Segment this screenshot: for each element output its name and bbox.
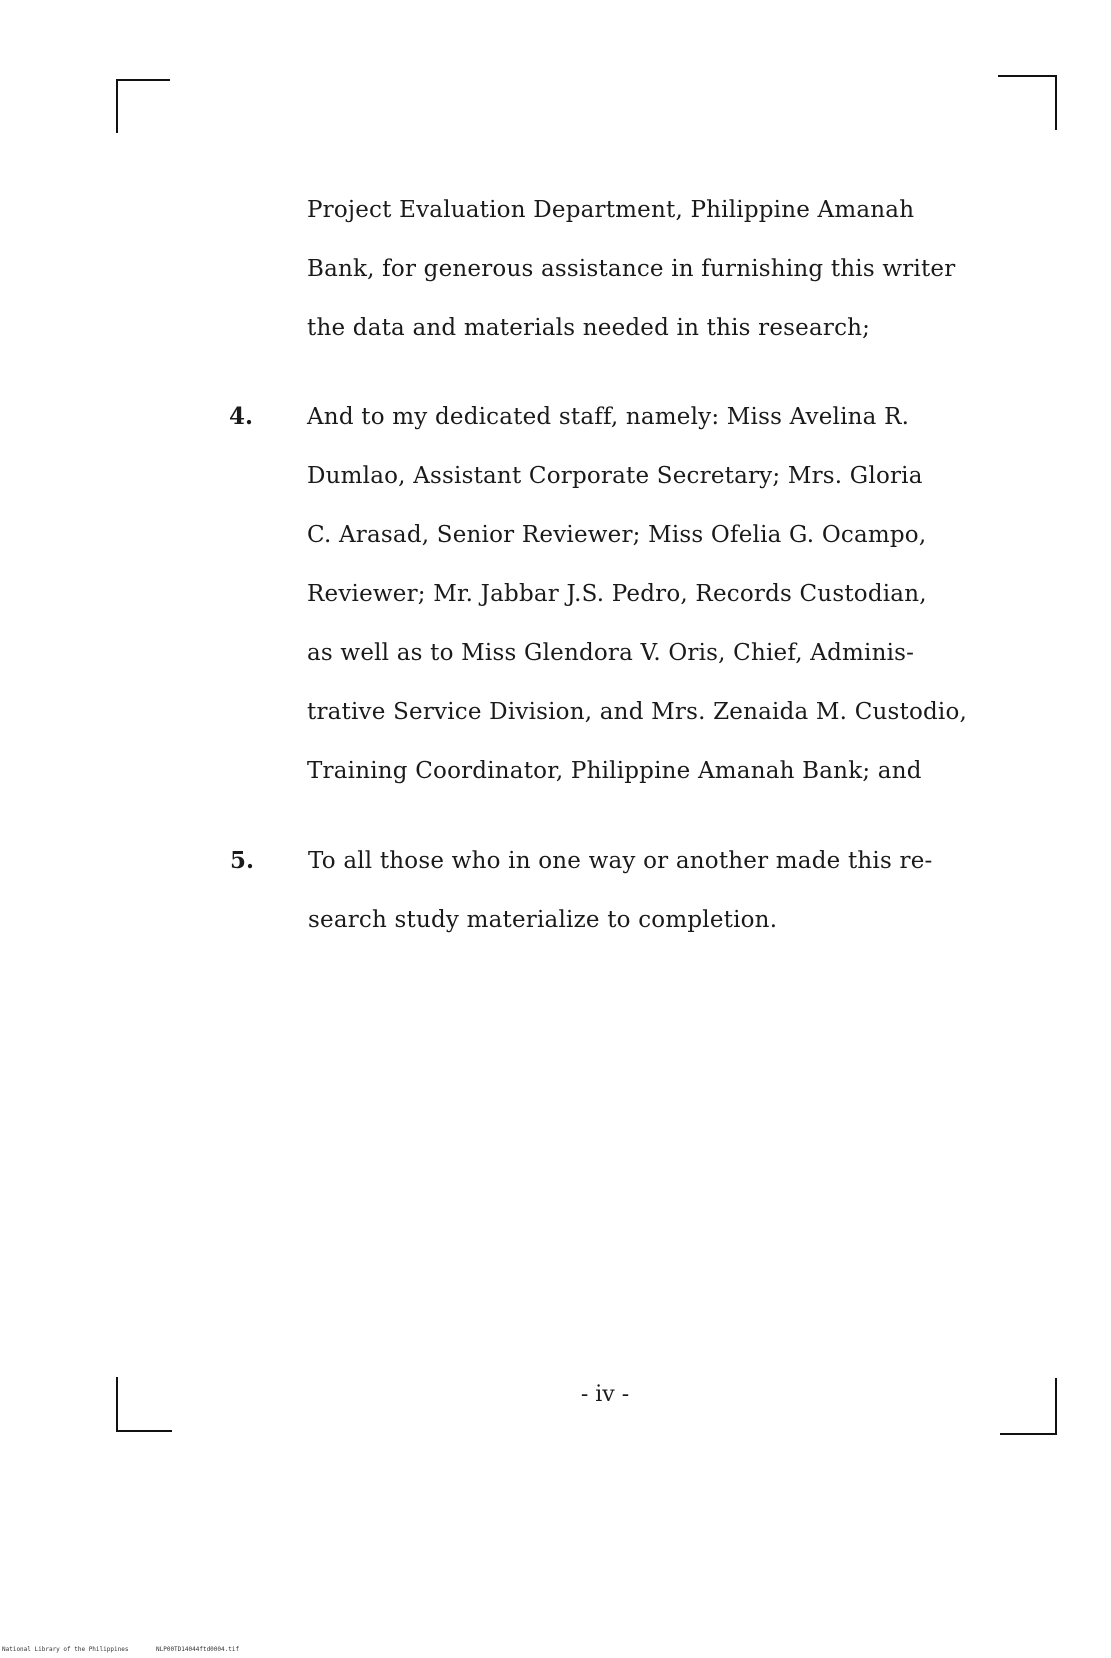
- item-line: search study materialize to completion.: [308, 907, 778, 933]
- continuation-line: Project Evaluation Department, Philippine Amanah: [307, 197, 915, 223]
- crop-mark-top-right: [998, 75, 1057, 130]
- item-line: as well as to Miss Glendora V. Oris, Chief, Adminis-: [307, 640, 915, 666]
- footer-library: National Library of the Philippines: [2, 1646, 129, 1653]
- page-number: - iv -: [580, 1382, 630, 1407]
- footer-file: NLP00TD14044ftd0004.tif: [156, 1646, 240, 1653]
- item-line: To all those who in one way or another made this re-: [308, 848, 933, 874]
- continuation-line: the data and materials needed in this research;: [307, 315, 871, 341]
- continuation-line: Bank, for generous assistance in furnishing this writer: [307, 256, 956, 282]
- item-line: trative Service Division, and Mrs. Zenaida M. Custodio,: [307, 699, 968, 725]
- crop-mark-bottom-left: [116, 1377, 172, 1432]
- item-line: C. Arasad, Senior Reviewer; Miss Ofelia G. Ocampo,: [307, 522, 927, 548]
- crop-mark-top-left: [116, 79, 170, 133]
- item-line: Reviewer; Mr. Jabbar J.S. Pedro, Records Custodian,: [307, 581, 927, 607]
- item-line: Dumlao, Assistant Corporate Secretary; Mrs. Gloria: [307, 463, 923, 489]
- item-line: Training Coordinator, Philippine Amanah Bank; and: [307, 758, 922, 784]
- item-number: 5.: [230, 847, 255, 874]
- crop-mark-bottom-right: [1000, 1378, 1057, 1435]
- item-number: 4.: [229, 403, 254, 430]
- item-line: And to my dedicated staff, namely: Miss Avelina R.: [307, 404, 910, 430]
